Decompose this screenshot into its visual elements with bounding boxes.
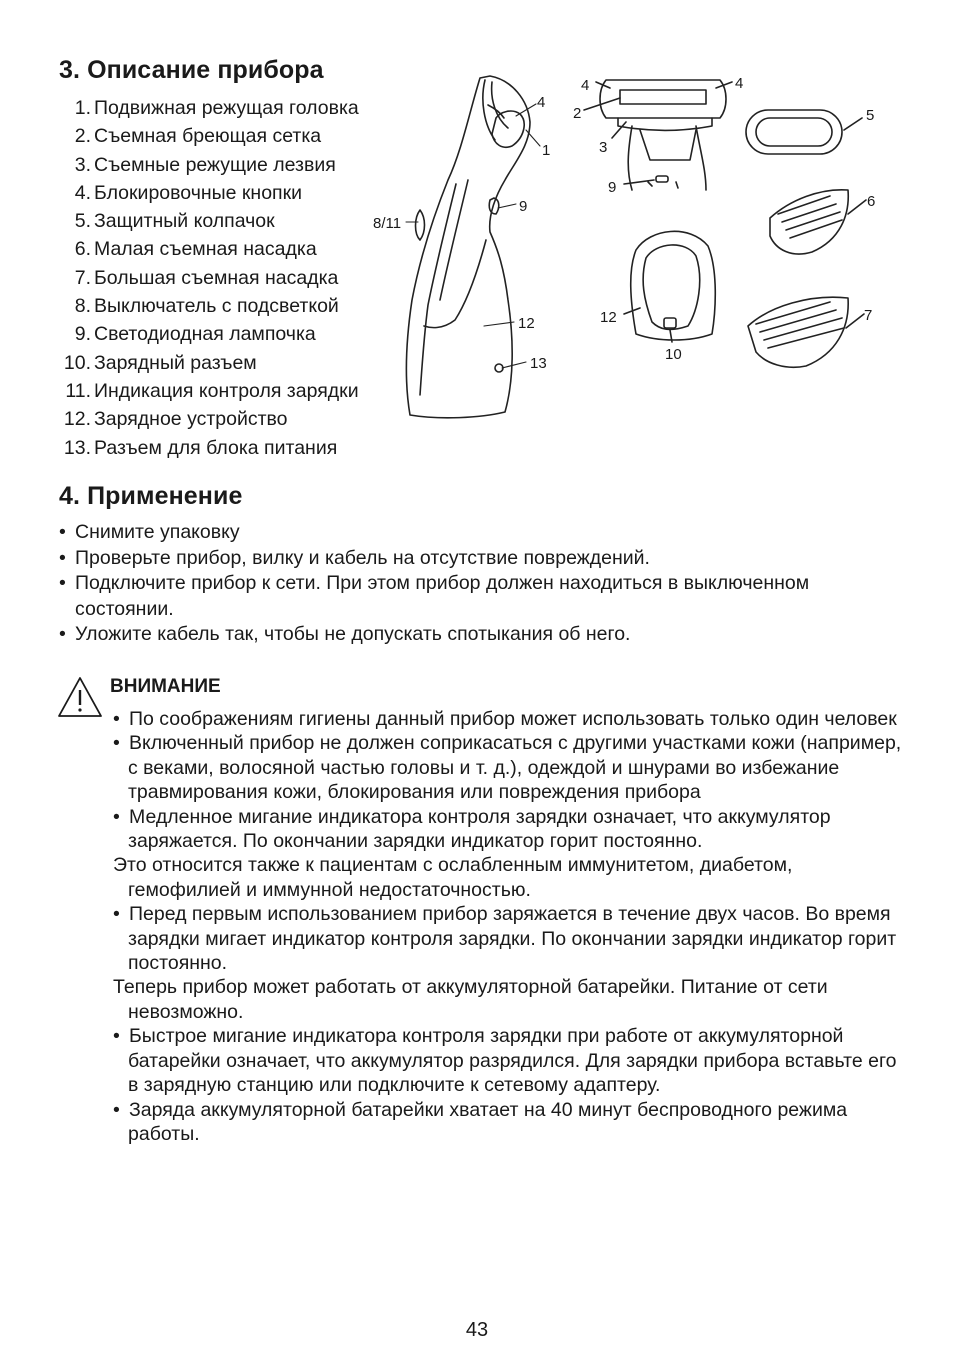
trimmer-device-drawing xyxy=(406,76,530,418)
item-number: 13. xyxy=(63,436,91,459)
bullet: • xyxy=(113,903,120,926)
item-label: Малая съемная насадка xyxy=(94,238,317,261)
bullet: • xyxy=(59,572,66,594)
item-number: 7. xyxy=(74,266,91,289)
item-label: Светодиодная лампочка xyxy=(94,323,316,346)
callout-12-station: 12 xyxy=(600,309,617,326)
usage-text: Снимите упаковку xyxy=(75,521,240,543)
warning-text: Заряда аккумуляторной батарейки хватает на 40 минут беспроводного режима работы. xyxy=(128,1098,848,1145)
parts-list-item xyxy=(58,235,359,263)
section-3-title: 3. Описание прибора xyxy=(59,56,324,84)
warning-item xyxy=(113,707,903,731)
item-label: Подвижная режущая головка xyxy=(94,97,359,119)
callout-13: 13 xyxy=(530,355,547,372)
warning-extra-text: Теперь прибор может работать от аккумуляторной батарейки. Питание от сети невозможно. xyxy=(113,976,828,1023)
usage-list xyxy=(59,520,859,648)
warning-item xyxy=(113,1024,903,1097)
warning-item xyxy=(113,731,903,804)
usage-item xyxy=(59,622,859,648)
callout-9-main: 9 xyxy=(519,198,528,215)
bullet: • xyxy=(59,546,66,569)
item-number: 12. xyxy=(63,408,91,431)
callout-1: 1 xyxy=(542,142,551,159)
item-number: 4. xyxy=(74,181,91,204)
item-number: 2. xyxy=(74,125,91,148)
parts-list-item xyxy=(58,349,359,377)
item-number: 11. xyxy=(65,379,91,402)
item-label: Съемные режущие лезвия xyxy=(94,153,336,176)
usage-text: Уложите кабель так, чтобы не допускать спотыкания об него. xyxy=(75,623,631,645)
warning-title: ВНИМАНИЕ xyxy=(110,676,221,697)
usage-text: Подключите прибор к сети. При этом прибор должен находиться в выключенном состоянии. xyxy=(75,572,810,620)
parts-list xyxy=(58,94,359,462)
item-label: Выключатель с подсветкой xyxy=(94,295,339,318)
warning-item xyxy=(113,805,903,903)
callout-8-11: 8/11 xyxy=(373,215,402,232)
item-label: Большая съемная насадка xyxy=(94,266,339,289)
bullet: • xyxy=(59,623,66,645)
warning-extra-text: Это относится также к пациентам с ослабленным иммунитетом, диабетом, гемофилией и иммунной недостаточностью. xyxy=(113,854,793,901)
parts-list-item xyxy=(58,207,359,235)
parts-list-item xyxy=(58,122,359,150)
item-label: Зарядное устройство xyxy=(94,408,288,431)
page-number: 43 xyxy=(465,1319,489,1341)
bullet: • xyxy=(113,732,120,755)
callout-10: 10 xyxy=(665,346,682,363)
parts-list-item xyxy=(58,179,359,207)
warning-text: Перед первым использованием прибор заряжается в течение двух часов. Во время зарядки мигает индикатор контроля зарядки. По окончании зарядки индикатор горит постоянно. xyxy=(128,903,897,975)
warning-triangle-icon xyxy=(57,676,103,718)
callout-4-head-left: 4 xyxy=(581,77,590,94)
parts-list-item xyxy=(58,151,359,179)
warning-text: Включенный прибор не должен соприкасаться с другими участками кожи (например, с веками, волосяной частью головы и т. д.), одеждой и шнурами во избежание травмирования кожи, блокирования или повреждения прибора xyxy=(128,732,902,804)
callout-4-main: 4 xyxy=(537,94,546,111)
item-label: Зарядный разъем xyxy=(94,351,257,374)
warning-item xyxy=(113,902,903,1024)
parts-list-item xyxy=(58,377,359,405)
parts-list-item xyxy=(58,292,359,320)
warning-item xyxy=(113,1098,903,1147)
usage-item xyxy=(59,520,859,546)
protective-cap-drawing xyxy=(746,110,862,154)
item-number: 1. xyxy=(74,97,91,119)
parts-list-item xyxy=(58,405,359,433)
warning-list xyxy=(113,707,903,1146)
item-number: 6. xyxy=(74,238,91,261)
usage-text: Проверьте прибор, вилку и кабель на отсутствие повреждений. xyxy=(75,546,650,569)
item-label: Разъем для блока питания xyxy=(94,436,338,459)
parts-list-item xyxy=(58,94,359,122)
callout-3: 3 xyxy=(599,139,608,156)
parts-list-item xyxy=(58,264,359,292)
usage-item xyxy=(59,571,859,622)
callout-7: 7 xyxy=(864,307,873,324)
bullet: • xyxy=(113,1098,120,1121)
charging-station-drawing xyxy=(624,231,715,342)
callout-6: 6 xyxy=(867,193,876,210)
item-number: 8. xyxy=(74,295,91,318)
callout-2: 2 xyxy=(573,105,582,122)
item-label: Блокировочные кнопки xyxy=(94,181,303,204)
item-number: 5. xyxy=(74,210,91,233)
bullet: • xyxy=(113,1025,120,1048)
section-4-title: 4. Применение xyxy=(59,482,243,510)
shaving-head-drawing xyxy=(584,80,732,190)
bullet: • xyxy=(59,521,66,543)
item-number: 9. xyxy=(74,323,91,346)
item-label: Индикация контроля зарядки xyxy=(94,379,359,402)
item-label: Съемная бреющая сетка xyxy=(94,125,322,148)
callout-5: 5 xyxy=(866,107,875,124)
device-diagram xyxy=(360,60,900,430)
small-comb-drawing xyxy=(770,190,866,254)
callout-4-head-right: 4 xyxy=(735,75,744,92)
item-number: 3. xyxy=(74,153,91,176)
bullet: • xyxy=(113,708,120,730)
warning-text: По соображениям гигиены данный прибор может использовать только один человек xyxy=(129,708,897,730)
item-number: 10. xyxy=(63,351,91,374)
parts-list-item xyxy=(58,434,359,462)
usage-item xyxy=(59,546,859,572)
callout-9-head: 9 xyxy=(608,179,617,196)
parts-list-item xyxy=(58,320,359,348)
warning-text: Быстрое мигание индикатора контроля зарядки при работе от аккумуляторной батарейки означает, что аккумулятор разрядился. Для зарядки прибора вставьте его в зарядную станцию или подключите к сетевому адаптеру. xyxy=(128,1025,897,1097)
callout-12-main: 12 xyxy=(518,315,535,332)
large-comb-drawing xyxy=(748,297,864,367)
warning-text: Медленное мигание индикатора контроля зарядки означает, что аккумулятор заряжается. По окончании зарядки индикатор горит постоянно. xyxy=(128,805,831,853)
item-label: Защитный колпачок xyxy=(94,210,275,233)
bullet: • xyxy=(113,805,120,828)
